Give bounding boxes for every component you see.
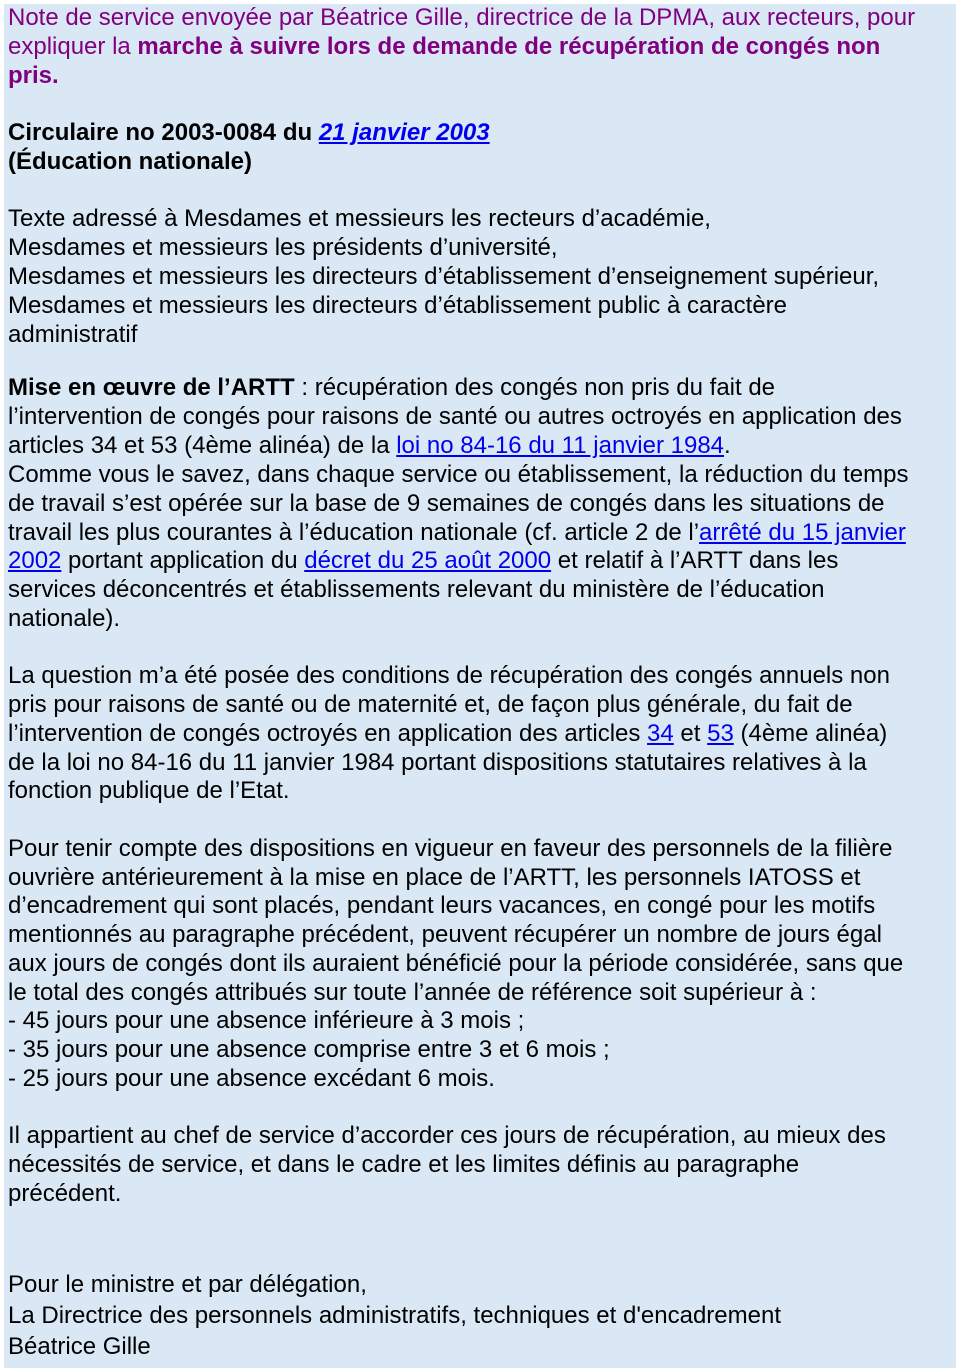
arrete-link[interactable]: arrêté du 15 janvier	[699, 519, 906, 546]
objet-heading: Mise en œuvre de l’ARTT	[8, 374, 295, 401]
addressee-line: administratif	[8, 321, 138, 348]
limit-list-item: - 35 jours pour une absence comprise entre 3 et 6 mois ;	[8, 1036, 610, 1063]
objet-text: articles 34 et 53 (4ème alinéa) de la	[8, 432, 397, 459]
context-line: services déconcentrés et établissements relevant du ministère de l’éducation	[8, 576, 825, 603]
chef-line: nécessités de service, et dans le cadre et les limites définis au paragraphe	[8, 1151, 800, 1178]
context-text: travail les plus courantes à l’éducation nationale (cf. article 2 de l’	[8, 519, 700, 546]
context-line	[8, 519, 906, 548]
context-text: et relatif à l’ARTT dans les	[551, 547, 839, 574]
question-line: pris pour raisons de santé ou de maternité et, de façon plus générale, du fait de	[8, 691, 853, 718]
dispositions-line: ouvrière antérieurement à la mise en place de l’ARTT, les personnels IATOSS et	[8, 864, 861, 891]
objet-line-1	[8, 374, 775, 403]
intro-text: expliquer la	[8, 33, 138, 60]
question-text: (4ème alinéa)	[733, 720, 888, 747]
ministry-label: (Éducation nationale)	[8, 148, 253, 175]
question-line: fonction publique de l’Etat.	[8, 777, 290, 804]
dispositions-line: d’encadrement qui sont placés, pendant leurs vacances, en congé pour les motifs	[8, 892, 876, 919]
limit-list-item: - 45 jours pour une absence inférieure à 3 mois ;	[8, 1007, 525, 1034]
context-line: de travail s’est opérée sur la base de 9 semaines de congés dans les situations de	[8, 490, 885, 517]
context-line: Comme vous le savez, dans chaque service ou établissement, la réduction du temps	[8, 461, 909, 488]
document-panel	[4, 4, 956, 1368]
dispositions-line: Pour tenir compte des dispositions en vigueur en faveur des personnels de la filière	[8, 835, 893, 862]
loi-link[interactable]: loi no 84-16 du 11 janvier 1984	[396, 432, 725, 459]
objet-text: .	[724, 432, 731, 459]
arrete-link[interactable]: 2002	[8, 547, 62, 574]
chef-line: précédent.	[8, 1180, 122, 1207]
decret-link[interactable]: décret du 25 août 2000	[304, 547, 552, 574]
signature-name: Béatrice Gille	[8, 1333, 151, 1360]
objet-text: : récupération des congés non pris du fait de	[294, 374, 776, 401]
question-text: l’intervention de congés octroyés en application des articles	[8, 720, 648, 747]
intro-topic: marche à suivre lors de demande de récupération de congés non	[137, 33, 881, 60]
chef-line: Il appartient au chef de service d’accorder ces jours de récupération, au mieux des	[8, 1122, 886, 1149]
context-line: nationale).	[8, 605, 121, 632]
question-line: La question m’a été posée des conditions de récupération des congés annuels non	[8, 662, 890, 689]
context-text: portant application du	[61, 547, 305, 574]
context-line	[8, 547, 838, 576]
objet-line-3	[8, 432, 731, 461]
signature-line: Pour le ministre et par délégation,	[8, 1271, 367, 1298]
question-line: de la loi no 84-16 du 11 janvier 1984 portant dispositions statutaires relatives à la	[8, 749, 867, 776]
circulaire-date-link[interactable]: 21 janvier 2003	[318, 119, 490, 146]
article-34-link[interactable]: 34	[647, 720, 674, 747]
intro-line-2	[8, 33, 880, 62]
circulaire-title	[8, 119, 490, 148]
objet-line-2: l’intervention de congés pour raisons de santé ou autres octroyés en application des	[8, 403, 902, 430]
dispositions-line: le total des congés attribués sur toute l’année de référence soit supérieur à :	[8, 979, 817, 1006]
signature-line: La Directrice des personnels administratifs, techniques et d'encadrement	[8, 1302, 781, 1329]
dispositions-line: mentionnés au paragraphe précédent, peuvent récupérer un nombre de jours égal	[8, 921, 882, 948]
question-line	[8, 720, 887, 749]
intro-text: Note de service envoyée par Béatrice Gille, directrice de la DPMA, aux recteurs, pour	[8, 4, 916, 31]
intro-line-1	[8, 4, 915, 33]
circulaire-ministry	[8, 148, 252, 177]
article-53-link[interactable]: 53	[707, 720, 734, 747]
intro-line-3	[8, 62, 59, 91]
addressee-line: Texte adressé à Mesdames et messieurs les recteurs d’académie,	[8, 205, 711, 232]
circulaire-number: Circulaire no 2003-0084 du	[8, 119, 319, 146]
intro-topic: pris.	[8, 62, 59, 89]
addressee-line: Mesdames et messieurs les présidents d’université,	[8, 234, 558, 261]
question-text: et	[673, 720, 708, 747]
limit-list-item: - 25 jours pour une absence excédant 6 mois.	[8, 1065, 495, 1092]
addressee-line: Mesdames et messieurs les directeurs d’établissement d’enseignement supérieur,	[8, 263, 880, 290]
dispositions-line: aux jours de congés dont ils auraient bénéficié pour la période considérée, sans que	[8, 950, 904, 977]
addressee-line: Mesdames et messieurs les directeurs d’établissement public à caractère	[8, 292, 788, 319]
